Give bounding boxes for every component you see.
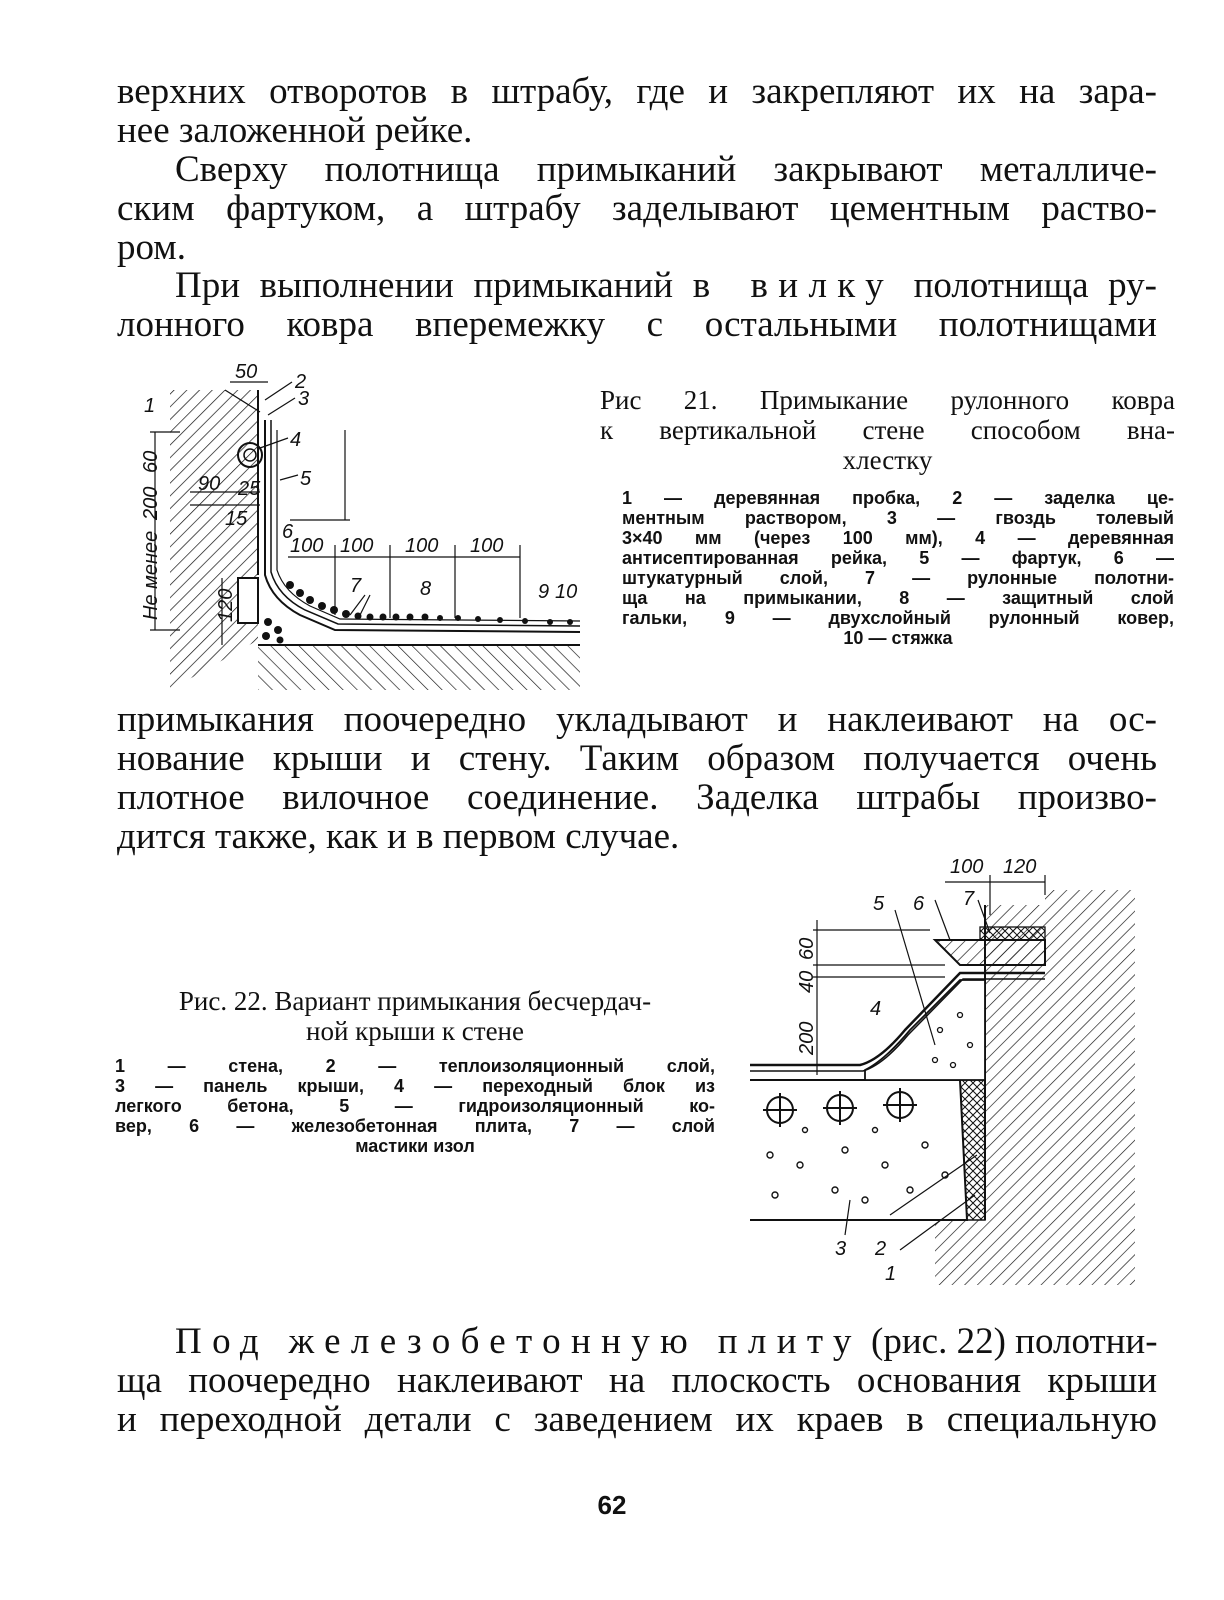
base-slab	[258, 645, 580, 690]
paragraph-3	[117, 266, 1157, 344]
figure-21-legend	[622, 488, 1174, 648]
paragraph-4	[117, 700, 1157, 856]
dim-120: 120	[215, 588, 237, 622]
figure-21-drawing	[140, 360, 580, 690]
legend-line: 3×40 мм (через 100 мм), 4 — деревянная	[622, 528, 1174, 548]
dim-100a: 100	[290, 535, 324, 557]
text-line: ским фартуком, а штрабу заделывают цементным раство-	[117, 188, 1157, 229]
legend-line: штукатурный слой, 7 — рулонные полотни-	[622, 568, 1174, 588]
page-number: 62	[597, 1490, 627, 1520]
dim-40: 40	[796, 970, 818, 993]
dim-200: 200	[796, 1021, 818, 1055]
dim-100c: 100	[405, 535, 439, 557]
text-line: лонного ковра вперемежку с остальными полотнищами	[117, 304, 1157, 345]
paragraph-continuation	[117, 72, 1157, 150]
text-line: верхних отворотов в штрабу, где и закрепляют их на зара-	[117, 71, 1157, 112]
dim-25: 25	[238, 478, 261, 500]
caption-line: Рис. 22. Вариант примыкания бесчердач-	[178, 986, 652, 1016]
figure-21-title	[600, 385, 1175, 475]
label-10: 10	[555, 581, 578, 603]
label-1: 1	[144, 395, 156, 417]
label-6: 6	[913, 893, 925, 915]
legend-line: антисептированная рейка, 5 — фартук, 6 —	[622, 548, 1174, 568]
emphasis-text: в вилку	[692, 265, 894, 306]
label-9: 9	[538, 581, 550, 603]
text-line: ром.	[117, 227, 186, 268]
roof-panel	[750, 1080, 967, 1220]
dim-120: 120	[1003, 856, 1037, 878]
dim-60: 60	[796, 937, 818, 960]
text-line: Сверху полотнища примыканий закрывают металличе-	[175, 149, 1157, 190]
label-8: 8	[420, 578, 432, 600]
label-7: 7	[963, 888, 975, 910]
text-line: нование крыши и стену. Таким образом получается очень	[117, 738, 1157, 779]
paragraph-2	[117, 150, 1157, 267]
mastic-layer	[980, 927, 1045, 940]
text-line: ща поочередно наклеивают на плоскость основания крыши	[117, 1360, 1157, 1401]
caption-line: хлестку	[842, 445, 933, 475]
figure-22-title	[115, 986, 715, 1046]
text-line	[117, 266, 1157, 305]
label-4: 4	[870, 998, 882, 1020]
label-5: 5	[300, 468, 312, 490]
wood-plug	[238, 578, 258, 623]
legend-line: 1 — стена, 2 — теплоизоляционный слой,	[115, 1056, 715, 1076]
label-3: 3	[835, 1238, 847, 1260]
legend-line: мастики изол	[355, 1136, 475, 1156]
legend-line: вер, 6 — железобетонная плита, 7 — слой	[115, 1116, 715, 1136]
emphasis-text: Под железобетонную плиту	[175, 1321, 862, 1362]
legend-line: легкого бетона, 5 — гидроизоляционный ко-	[115, 1096, 715, 1116]
label-1: 1	[885, 1263, 897, 1285]
figure-22-legend	[115, 1056, 715, 1156]
figure-22-drawing	[745, 855, 1165, 1290]
legend-line: 10 — стяжка	[843, 628, 953, 648]
dim-60: 60	[140, 450, 162, 473]
text-line: примыкания поочередно укладывают и наклеивают на ос-	[117, 699, 1157, 740]
legend-line: ща на примыкании, 8 — защитный слой	[622, 588, 1174, 608]
rc-slab	[935, 940, 1045, 965]
text-run: полотнища ру-	[893, 265, 1157, 306]
label-6: 6	[282, 521, 294, 543]
dim-100d: 100	[470, 535, 504, 557]
text-line: дится также, как и в первом случае.	[117, 816, 680, 857]
text-run: (рис. 22) полотни-	[861, 1321, 1158, 1362]
label-7: 7	[350, 575, 362, 597]
transition-block	[865, 980, 985, 1080]
label-4: 4	[290, 429, 302, 451]
caption-line: к вертикальной стене способом вна-	[600, 415, 1175, 445]
not-less-label: Не менее	[140, 530, 162, 620]
legend-line: гальки, 9 — двухслойный рулонный ковер,	[622, 608, 1174, 628]
dim-100: 100	[950, 856, 984, 878]
label-3: 3	[298, 388, 310, 410]
wall-hatch	[170, 390, 258, 690]
dim-50: 50	[235, 361, 258, 383]
paragraph-5	[117, 1322, 1157, 1439]
dim-200: 200	[140, 486, 162, 520]
label-2: 2	[295, 371, 307, 393]
label-2: 2	[875, 1238, 887, 1260]
legend-line: ментным раствором, 3 — гвоздь толевый	[622, 508, 1174, 528]
text-line: плотное вилочное соединение. Заделка штрабы произво-	[117, 777, 1157, 818]
text-run: При выполнении примыканий	[175, 265, 693, 306]
text-line: нее заложенной рейке.	[117, 110, 473, 151]
legend-line: 3 — панель крыши, 4 — переходный блок из	[115, 1076, 715, 1096]
dim-15: 15	[225, 508, 248, 530]
legend-line: 1 — деревянная пробка, 2 — заделка це-	[622, 488, 1174, 508]
dim-90: 90	[198, 473, 221, 495]
text-line	[117, 1322, 1157, 1361]
dim-100b: 100	[340, 535, 374, 557]
caption-line: ной крыши к стене	[306, 1016, 524, 1046]
caption-line: Рис 21. Примыкание рулонного ковра	[600, 385, 1175, 415]
label-5: 5	[873, 893, 885, 915]
text-line: и переходной детали с заведением их краев в специальную	[117, 1399, 1157, 1440]
